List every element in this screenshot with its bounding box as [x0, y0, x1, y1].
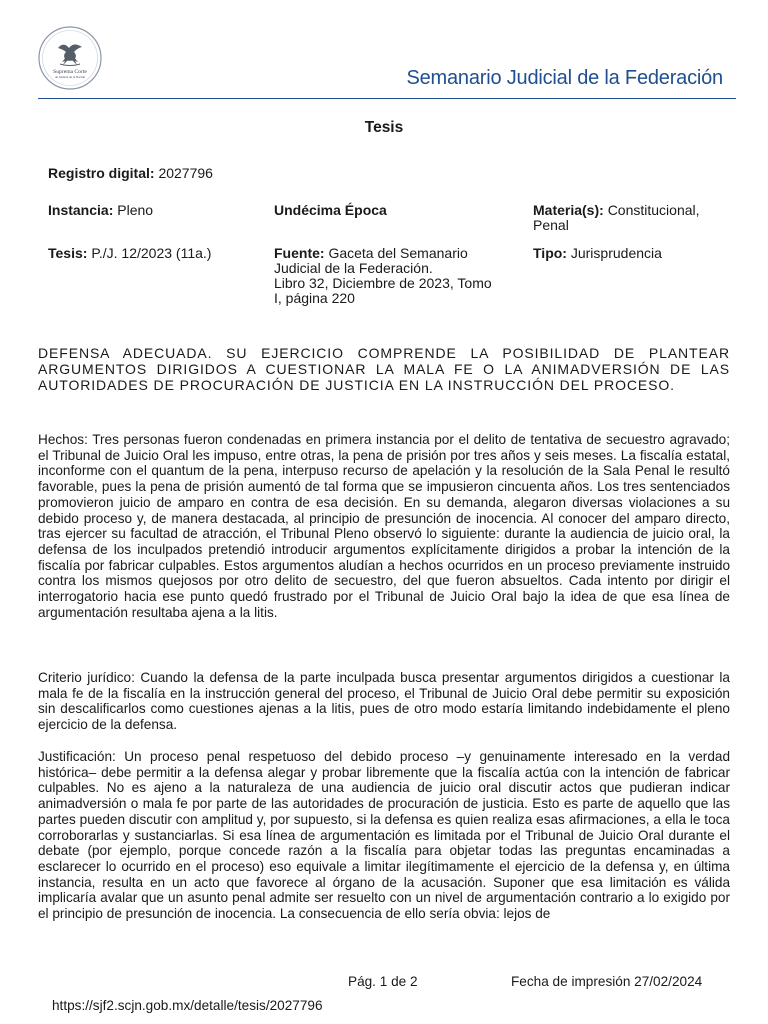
epoca: [274, 203, 387, 218]
materia-label: Materia(s):: [533, 202, 604, 218]
justificacion-paragraph: Justificación: Un proceso penal respetuoso del debido proceso –y genuinamente interesado en la verdad histórica– debe permitir a la defensa alegar y probar libremente que la fiscalía actúa con la intención de fabricar culpables. No es ajeno a la naturaleza de una audiencia de juicio oral discutir actos que pudieran indicar animadversión o mala fe por parte de las autoridades de procuración de justicia. Esto es parte de aquello que las partes pueden discutir con amplitud y, por supuesto, si la defensa es quien realiza esas afirmaciones, a ella le toca corroborarlas y sustanciarlas. Si esa línea de argumentación es limitada por el Tribunal de Juicio Oral durante el debate (por ejemplo, porque concede razón a la fiscalía para objetar todas las preguntas encaminadas a esclarecer lo ocurrido en el proceso) eso equivale a limitar ilegítimamente el ejercicio de la defensa y, en última instancia, resulta en un acto que favorece al órgano de la acusación. Suponer que esa limitación es válida implicaría avalar que un asunto penal admite ser resuelto con un nivel de argumentación contrario a lo exigido por el principio de presunción de inocencia. La consecuencia de ello sería obvia: lejos de: [38, 749, 730, 922]
svg-text:Suprema Corte: Suprema Corte: [53, 69, 87, 75]
print-date: Fecha de impresión 27/02/2024: [511, 974, 703, 989]
instancia-value: Pleno: [117, 202, 154, 218]
site-title: Semanario Judicial de la Federación: [406, 67, 723, 89]
eagle-seal-icon: [38, 26, 102, 90]
epoca-value: Undécima Época: [274, 202, 387, 218]
tesis-label: Tesis:: [48, 245, 88, 261]
source-url[interactable]: https://sjf2.scjn.gob.mx/detalle/tesis/2027796: [52, 998, 323, 1013]
tipo-value: Jurisprudencia: [570, 245, 662, 261]
materia: [533, 203, 733, 233]
registro-label: Registro digital:: [48, 165, 155, 181]
thesis-heading: DEFENSA ADECUADA. SU EJERCICIO COMPRENDE LA POSIBILIDAD DE PLANTEAR ARGUMENTOS DIRIGIDOS A CUESTIONAR LA MALA FE O LA ANIMADVERSIÓN DE LAS AUTORIDADES DE PROCURACIÓN DE JUSTICIA EN LA INSTRUCCIÓN DEL PROCESO.: [38, 345, 730, 393]
registro-value: 2027796: [158, 165, 213, 181]
criterio-paragraph: Criterio jurídico: Cuando la defensa de la parte inculpada busca presentar argumentos dirigidos a cuestionar la mala fe de la fiscalía en la instrucción general del proceso, el Tribunal de Juicio Oral debe permitir su exposición sin descalificarlos como cuestiones ajenas a la litis, pues de otro modo estaría limitando indebidamente el pleno ejercicio de la defensa.: [38, 670, 730, 733]
fuente-line-4: I, página 220: [274, 290, 355, 306]
tipo-label: Tipo:: [533, 245, 567, 261]
fuente: [274, 246, 524, 306]
tesis-id: [48, 246, 211, 261]
scjn-logo: [38, 26, 102, 90]
materia-value-2: Penal: [533, 217, 569, 233]
fuente-line-3: Libro 32, Diciembre de 2023, Tomo: [274, 275, 492, 291]
fuente-label: Fuente:: [274, 245, 325, 261]
fuente-line-2: Judicial de la Federación.: [274, 260, 433, 276]
registro-digital: [48, 166, 213, 181]
instancia-label: Instancia:: [48, 202, 114, 218]
tipo: [533, 246, 662, 261]
document-type-title: Tesis: [364, 119, 404, 136]
svg-text:de Justicia de la Nación: de Justicia de la Nación: [54, 75, 86, 79]
tesis-value: P./J. 12/2023 (11a.): [91, 245, 212, 261]
page-number: Pág. 1 de 2: [348, 974, 418, 989]
header-divider: [38, 98, 736, 99]
instancia: [48, 203, 153, 218]
fuente-line-1: Gaceta del Semanario: [328, 245, 468, 261]
materia-value-1: Constitucional,: [607, 202, 700, 218]
hechos-paragraph: Hechos: Tres personas fueron condenadas en primera instancia por el delito de tentativa de secuestro agravado; el Tribunal de Juicio Oral les impuso, entre otras, la pena de prisión por tres años y seis meses. La fiscalía estatal, inconforme con el quantum de la pena, interpuso recurso de apelación y la resolución de la Sala Penal le resultó favorable, pues la pena de prisión aumentó de tal forma que se impusieron cincuenta años. Los tres sentenciados promovieron juicio de amparo en contra de esa decisión. En su demanda, alegaron diversas violaciones a su debido proceso y, de manera destacada, al principio de presunción de inocencia. Al conocer del amparo directo, tras ejercer su facultad de atracción, el Tribunal Pleno observó lo siguiente: durante la audiencia de juicio oral, la defensa de los inculpados pretendió introducir argumentos explícitamente dirigidos a probar la intención de la fiscalía por fabricar culpables. Estos argumentos aludían a hechos ocurridos en un proceso previamente instruido contra los mismos quejosos por otro delito de secuestro, del que fueron absueltos. Cada intento por dirigir el interrogatorio hacia ese punto quedó frustrado por el Tribunal de Juicio Oral bajo la idea de que esa línea de argumentación resultaba ajena a la litis.: [38, 432, 730, 620]
